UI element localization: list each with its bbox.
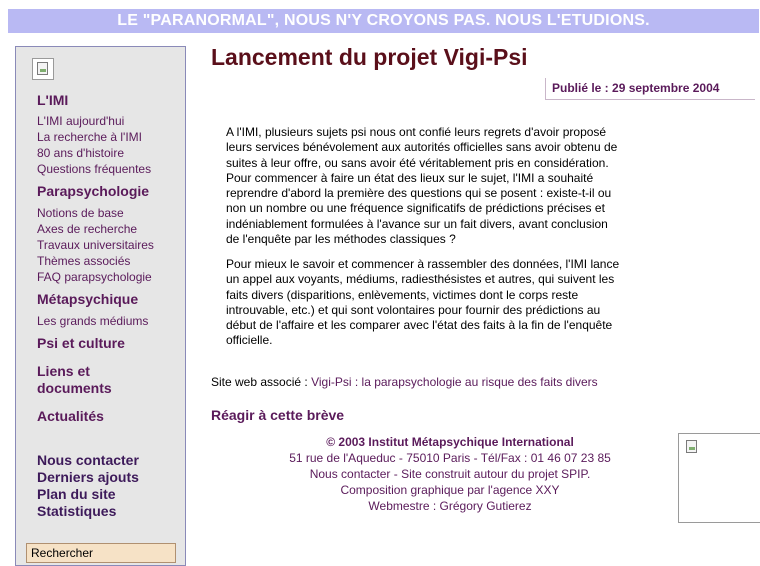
sidebar-section-psi-culture[interactable]: Psi et culture: [37, 335, 125, 351]
sidebar-item-notions[interactable]: Notions de base: [37, 206, 124, 220]
footer: [250, 434, 650, 514]
sidebar-item-questions[interactable]: Questions fréquentes: [37, 162, 152, 176]
logo-image-icon[interactable]: [32, 58, 54, 80]
footer-address: 51 rue de l'Aqueduc - 75010 Paris - Tél/Fax : 01 46 07 23 85: [289, 451, 611, 465]
sidebar-link-derniers-ajouts[interactable]: Derniers ajouts: [37, 469, 139, 485]
sidebar-section-liens-line1[interactable]: Liens et: [37, 363, 90, 379]
sidebar-section-metapsychique[interactable]: Métapsychique: [37, 291, 139, 307]
footer-webmaster[interactable]: Webmestre : Grégory Gutierez: [368, 499, 532, 513]
sidebar-item-histoire[interactable]: 80 ans d'histoire: [37, 146, 125, 160]
sidebar-section-actualites[interactable]: Actualités: [37, 408, 104, 424]
sidebar-section-imi[interactable]: L'IMI: [37, 92, 69, 108]
published-date: 29 septembre 2004: [612, 81, 720, 95]
search-input[interactable]: Rechercher: [26, 543, 176, 563]
sidebar-section-liens-line2[interactable]: documents: [37, 380, 112, 396]
footer-contact-link[interactable]: Nous contacter - Site construit autour du projet SPIP.: [309, 467, 591, 481]
sidebar-item-mediums[interactable]: Les grands médiums: [37, 314, 149, 328]
sidebar-item-themes[interactable]: Thèmes associés: [37, 254, 131, 268]
footer-copyright: © 2003 Institut Métapsychique International: [326, 435, 574, 449]
sidebar-item-faq[interactable]: FAQ parapsychologie: [37, 270, 152, 284]
page-title: Lancement du projet Vigi-Psi: [211, 44, 528, 70]
associated-site-link[interactable]: Vigi-Psi : la parapsychologie au risque des faits divers: [311, 375, 598, 389]
sidebar-item-axes[interactable]: Axes de recherche: [37, 222, 138, 236]
react-link[interactable]: Réagir à cette brève: [211, 407, 345, 423]
sidebar: [15, 46, 186, 566]
article-paragraph-2: Pour mieux le savoir et commencer à rassembler des données, l'IMI lance un appel aux voyants, médiums, radiesthésistes et autres, qui suivent les faits divers (disparitions, enlèvements, victimes dont le corps reste introuvable, etc.) et qui sont volontaires pour fournir des prédictions au début de l'affaire et les comparer avec l'état des faits à la fin de l'enquête officielle.: [226, 257, 620, 348]
broken-image-icon: [682, 437, 704, 459]
article-paragraph-1: A l'IMI, plusieurs sujets psi nous ont confié leurs regrets d'avoir proposé leurs services bénévolement aux autorités officielles sans avoir obtenu de suites à leur offre, ou sans avoir été véritablement pris en considération. Pour commencer à faire un état des lieux sur le sujet, l'IMI a souhaité reprendre d'abord la première des questions qui se posent : existe-t-il ou non un nombre ou une fréquence significatifs de prédictions précises et indéniablement formulées à l'avance sur un fait divers, avant conclusion de l'enquête par les méthodes classiques ?: [226, 125, 618, 247]
sidebar-item-recherche[interactable]: La recherche à l'IMI: [37, 130, 143, 144]
sidebar-item-travaux[interactable]: Travaux universitaires: [37, 238, 154, 252]
associated-label: Site web associé :: [211, 375, 308, 389]
site-banner: LE "PARANORMAL", NOUS N'Y CROYONS PAS. NOUS L'ETUDIONS.: [8, 9, 759, 33]
sidebar-link-contact[interactable]: Nous contacter: [37, 452, 139, 468]
associated-site: [211, 375, 598, 389]
sidebar-link-plan[interactable]: Plan du site: [37, 486, 116, 502]
publication-date: [545, 78, 755, 100]
published-label: Publié le :: [552, 81, 609, 95]
side-image-box: [678, 433, 760, 523]
sidebar-section-parapsychologie[interactable]: Parapsychologie: [37, 183, 150, 199]
sidebar-link-statistiques[interactable]: Statistiques: [37, 503, 117, 519]
sidebar-item-imi-aujourdhui[interactable]: L'IMI aujourd'hui: [37, 114, 125, 128]
footer-design[interactable]: Composition graphique par l'agence XXY: [340, 483, 560, 497]
